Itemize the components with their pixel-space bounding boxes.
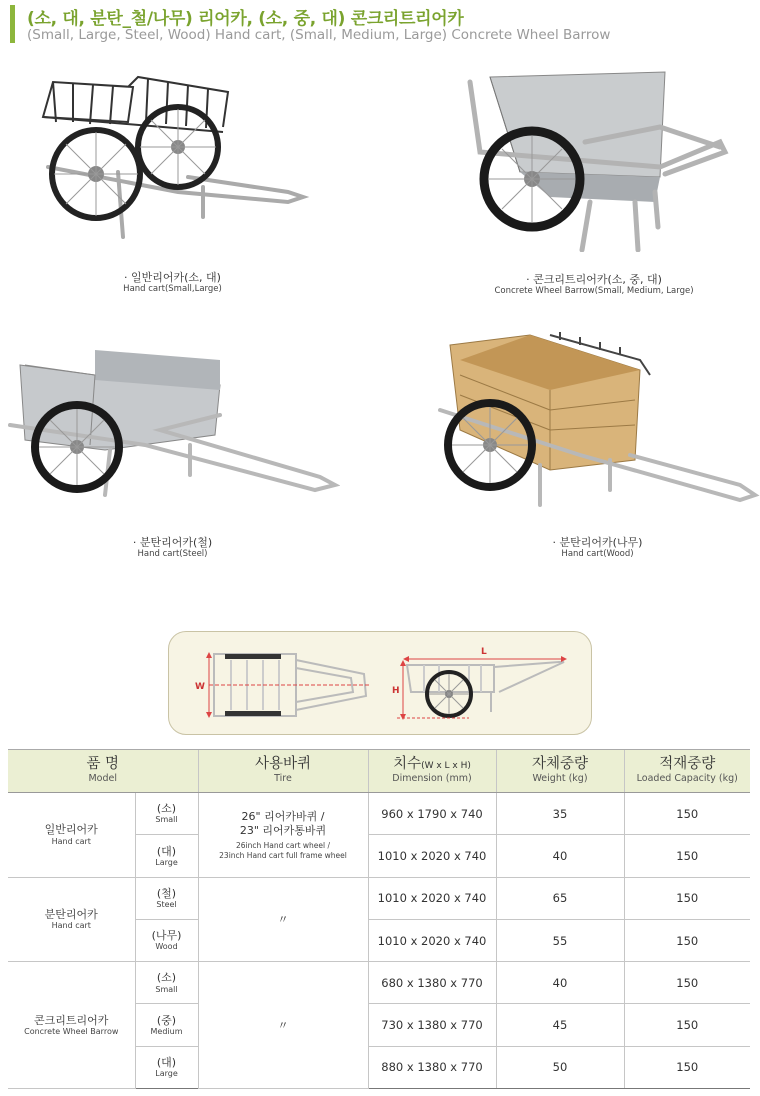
model-cell: 분탄리어카 Hand cart (8, 877, 135, 962)
size-cell: (대) Large (135, 1046, 198, 1088)
table-header-row (8, 750, 750, 793)
capacity-cell: 150 (624, 1046, 750, 1088)
tire-cell: 〃 (198, 962, 368, 1089)
product-name-en: Concrete Wheel Barrow(Small, Medium, Large) (494, 285, 694, 296)
model-cell: 일반리어카 Hand cart (8, 793, 135, 878)
dimension-cell: 880 x 1380 x 770 (368, 1046, 496, 1088)
dimension-cell: 960 x 1790 x 740 (368, 793, 496, 835)
side-view-drawing (397, 656, 567, 720)
header-tire: 사용바퀴 Tire (198, 750, 368, 793)
top-view-drawing (206, 652, 369, 718)
dimension-cell: 1010 x 2020 x 740 (368, 919, 496, 961)
product-name-en: Hand cart(Steel) (137, 548, 208, 559)
table-row (8, 877, 750, 919)
height-label: H (392, 686, 400, 696)
weight-cell: 55 (496, 919, 624, 961)
tire-cell: 〃 (198, 877, 368, 962)
accent-bar (10, 5, 15, 43)
model-cell: 콘크리트리어카 Concrete Wheel Barrow (8, 962, 135, 1089)
capacity-cell: 150 (624, 793, 750, 835)
capacity-cell: 150 (624, 835, 750, 877)
weight-cell: 40 (496, 962, 624, 1004)
weight-cell: 45 (496, 1004, 624, 1046)
table-row (8, 962, 750, 1004)
weight-cell: 65 (496, 877, 624, 919)
product-name-en: Hand cart(Small,Large) (123, 283, 222, 294)
concrete-wheel-barrow-image (460, 62, 730, 252)
hand-cart-image (28, 62, 318, 247)
product-name-en: Hand cart(Wood) (561, 548, 634, 559)
size-cell: (중) Medium (135, 1004, 198, 1046)
weight-cell: 50 (496, 1046, 624, 1088)
steel-hand-cart-image (5, 345, 340, 510)
product-name-ko: · 분탄리어카(나무) (552, 536, 643, 549)
size-cell: (대) Large (135, 835, 198, 877)
table-row (8, 793, 750, 835)
size-cell: (소) Small (135, 962, 198, 1004)
dimension-diagram (168, 631, 592, 735)
product-name-ko: · 콘크리트리어카(소, 중, 대) (526, 273, 662, 286)
dimension-cell: 1010 x 2020 x 740 (368, 877, 496, 919)
product-name-ko: · 분탄리어카(철) (132, 536, 213, 549)
wood-hand-cart-caption (535, 537, 660, 559)
concrete-wheel-barrow-caption (480, 274, 708, 296)
header-model: 품 명 Model (8, 750, 198, 793)
header-dimension: 치수(W x L x H) Dimension (mm) (368, 750, 496, 793)
capacity-cell: 150 (624, 877, 750, 919)
capacity-cell: 150 (624, 962, 750, 1004)
dimension-cell: 680 x 1380 x 770 (368, 962, 496, 1004)
header-capacity: 적재중량 Loaded Capacity (kg) (624, 750, 750, 793)
weight-cell: 35 (496, 793, 624, 835)
product-name-ko: · 일반리어카(소, 대) (124, 271, 221, 284)
page-subtitle: (Small, Large, Steel, Wood) Hand cart, (Small, Medium, Large) Concrete Wheel Barrow (27, 27, 611, 43)
length-label: L (481, 647, 487, 657)
tire-cell: 26" 리어카바퀴 / 23" 리어카통바퀴 26inch Hand cart wheel / 23inch Hand cart full frame wheel (198, 793, 368, 878)
hand-cart-caption (90, 272, 255, 294)
capacity-cell: 150 (624, 1004, 750, 1046)
dimension-cell: 730 x 1380 x 770 (368, 1004, 496, 1046)
capacity-cell: 150 (624, 919, 750, 961)
size-cell: (소) Small (135, 793, 198, 835)
weight-cell: 40 (496, 835, 624, 877)
spec-table (8, 749, 750, 1089)
page-title: (소, 대, 분탄_철/나무) 리어카, (소, 중, 대) 콘크리트리어카 (27, 9, 464, 29)
size-cell: (철) Steel (135, 877, 198, 919)
page-header (10, 3, 750, 45)
steel-hand-cart-caption (110, 537, 235, 559)
dimension-cell: 1010 x 2020 x 740 (368, 835, 496, 877)
wood-hand-cart-image (430, 330, 760, 520)
header-weight: 자체중량 Weight (kg) (496, 750, 624, 793)
width-label: W (195, 682, 205, 692)
size-cell: (나무) Wood (135, 919, 198, 961)
